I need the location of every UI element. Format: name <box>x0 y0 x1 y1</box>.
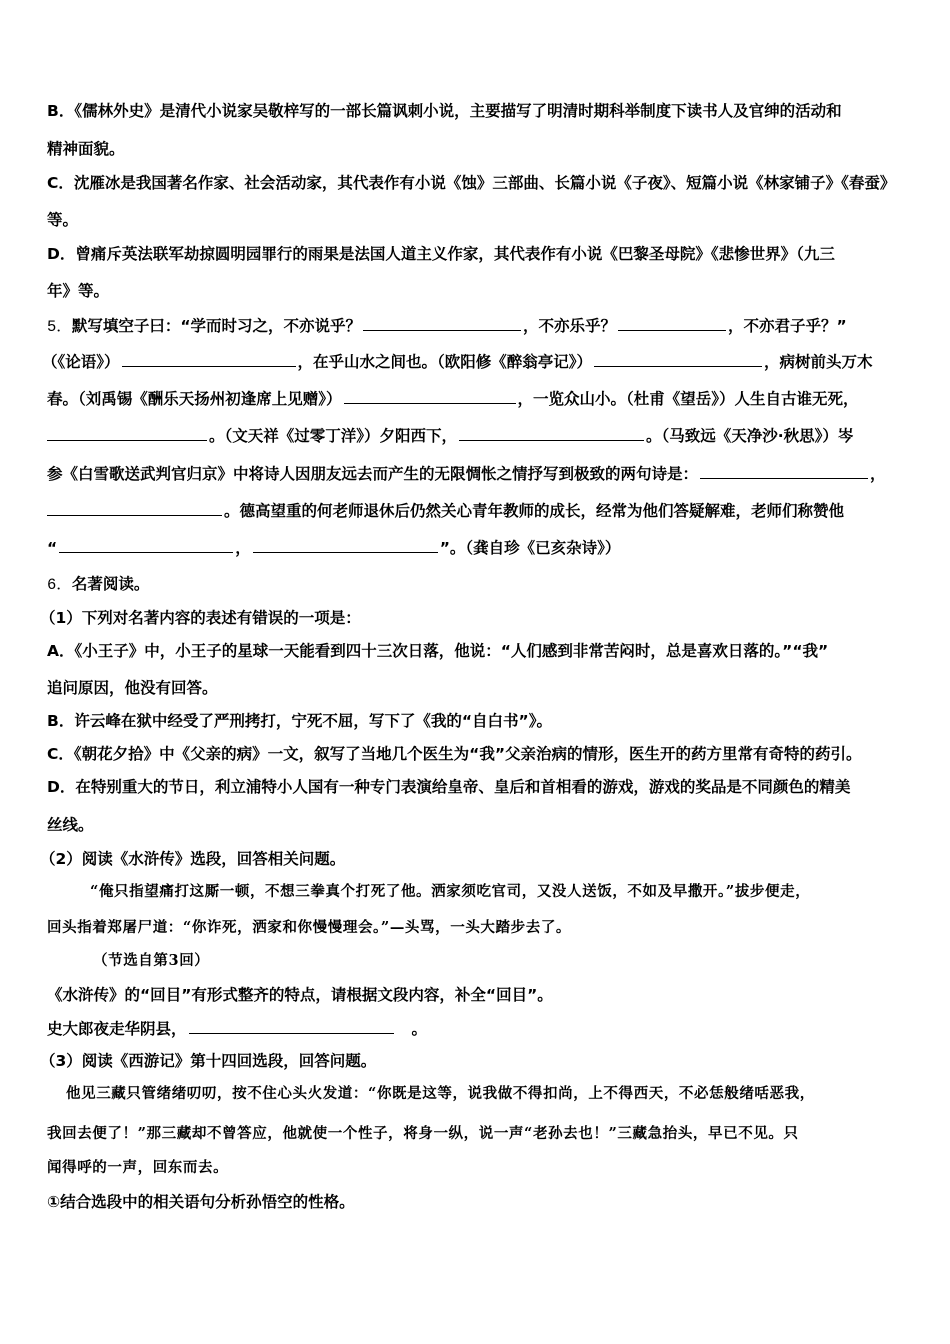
fill-blank[interactable] <box>618 315 726 331</box>
q5-text: ”。（龚自珍《已亥杂诗》） <box>439 539 621 557</box>
q5-text: ， <box>235 539 251 557</box>
q5-line-2 <box>42 351 910 372</box>
q5-text: 参《白雪歌送武判官归京》中将诗人因朋友远去而产生的无限惆怅之情抒写到极致的两句诗是： <box>47 465 699 483</box>
q5-line-7 <box>47 537 910 558</box>
q6-part1-option-a-cont: 追问原因，他没有回答。 <box>47 679 218 697</box>
q4-option-c-cont: 等。 <box>47 211 79 229</box>
question-number: 5． <box>47 318 72 336</box>
q5-text: ，在乎山水之间也。（欧阳修《醉翁亭记》） <box>297 353 593 371</box>
q5-line-5 <box>47 463 910 484</box>
q5-text: 。（文天祥《过零丁洋》）夕阳西下， <box>209 427 458 445</box>
q6-part3-excerpt-cont: 我回去便了！”那三藏却不曾答应，他就使一个性子，将身一纵，说一声“老孙去也！”三藏急抬头，早已不见。只 <box>47 1125 799 1142</box>
q6-part1-option-c: C．《朝花夕拾》中《父亲的病》一文，叙写了当地几个医生为“我”父亲治病的情形，医生开的药方里常有奇特的药引。 <box>47 745 862 763</box>
fill-blank[interactable] <box>700 463 868 479</box>
q6-part1-option-b: B．许云峰在狱中经受了严刑拷打，宁死不屈，写下了《我的“自白书”》。 <box>47 712 552 730</box>
q6-part3-excerpt: 他见三藏只管绪绪叨叨，按不住心头火发道：“你既是这等，说我做不得扣尚，上不得西天，不必恁般绪咶恶我， <box>66 1085 815 1102</box>
answer-prefix: 史大郎夜走华阴县， <box>47 1020 187 1038</box>
q5-line-6 <box>47 500 910 521</box>
q6-part2-excerpt: “俺只指望痛打这厮一顿，不想三拳真个打死了他。洒家须吃官司，又没人送饭，不如及早撒开。”拔步便走， <box>90 883 811 900</box>
answer-suffix: 。 <box>411 1020 428 1038</box>
q5-text: ，不亦君子乎？” <box>728 317 847 335</box>
q5-text: 。德高望重的何老师退休后仍然关心青年教师的成长，经常为他们答疑解难，老师们称赞他 <box>224 502 845 520</box>
q4-option-d-cont: 年》等。 <box>47 282 110 300</box>
question-number: 6． <box>47 576 72 594</box>
fill-blank[interactable] <box>363 315 521 331</box>
q6-part3-excerpt-cont2: 闻得呼的一声，回东而去。 <box>47 1159 229 1176</box>
q6-part2-question: 《水浒传》的“回目”有形式整齐的特点，请根据文段内容，补全“回目”。 <box>47 986 553 1004</box>
q4-option-d: D．曾痛斥英法联军劫掠圆明园罪行的雨果是法国人道主义作家，其代表作有小说《巴黎圣母院》《悲惨世界》（九三 <box>47 245 835 263</box>
q6-part1-option-a: A．《小王子》中，小王子的星球一天能看到四十三次日落，他说：“人们感到非常苦闷时，总是喜欢日落的。”“我” <box>47 642 829 660</box>
q5-text: ， <box>870 465 886 483</box>
q6-part1-option-d: D．在特别重大的节日，利立浦特小人国有一种专门表演给皇帝、皇后和首相看的游戏，游戏的奖品是不同颜色的精美 <box>47 778 851 796</box>
q6-part2-source: （节选自第3回） <box>93 952 210 969</box>
q6-title: 名著阅读。 <box>71 575 150 593</box>
q6-part2-prompt: （2）阅读《水浒传》选段，回答相关问题。 <box>40 850 346 868</box>
q6-part3-prompt: （3）阅读《西游记》第十四回选段，回答问题。 <box>40 1052 377 1070</box>
fill-blank[interactable] <box>59 537 233 553</box>
q5-line-1 <box>47 315 910 337</box>
q6-part1-option-d-cont: 丝线。 <box>47 816 94 834</box>
q5-text: ，病树前头万木 <box>764 353 873 371</box>
fill-blank[interactable] <box>344 388 516 404</box>
fill-blank[interactable] <box>253 537 438 553</box>
q6-part2-answer-line <box>47 1018 910 1039</box>
answer-blank[interactable] <box>189 1018 394 1034</box>
fill-blank[interactable] <box>47 425 207 441</box>
q4-option-b-cont: 精神面貌。 <box>47 140 125 158</box>
q6-part3-subquestion-1: ①结合选段中的相关语句分析孙悟空的性格。 <box>47 1193 355 1211</box>
q6-heading <box>47 574 910 595</box>
q5-line-3 <box>47 388 910 409</box>
q5-text: ，一览众山小。（杜甫《望岳》）人生自古谁无死， <box>517 390 859 408</box>
q6-part2-excerpt-cont: 回头指着郑屠尸道：“你诈死，洒家和你慢慢理会。”—头骂，一头大踏步去了。 <box>47 919 572 936</box>
q6-part1-prompt: （1）下列对名著内容的表述有错误的一项是： <box>40 609 361 627</box>
q5-text: 春。（刘禹锡《酬乐天扬州初逢席上见赠》） <box>47 390 342 408</box>
q4-option-b: B．《儒林外史》是清代小说家吴敬梓写的一部长篇讽刺小说，主要描写了明清时期科举制度下读书人及官绅的活动和 <box>47 102 842 120</box>
fill-blank[interactable] <box>122 351 296 367</box>
fill-blank[interactable] <box>47 500 222 516</box>
q5-text: （《论语》） <box>42 353 120 371</box>
q5-text: 。（马致远《天净沙·秋思》）岑 <box>646 427 854 445</box>
q5-text: ，不亦乐乎？ <box>523 317 617 335</box>
q5-line-4 <box>47 425 910 446</box>
q5-text: 默写填空子曰：“学而时习之，不亦说乎？ <box>71 317 362 335</box>
fill-blank[interactable] <box>459 425 644 441</box>
fill-blank[interactable] <box>594 351 762 367</box>
q5-text: “ <box>47 539 58 557</box>
q4-option-c: C．沈雁冰是我国著名作家、社会活动家，其代表作有小说《蚀》三部曲、长篇小说《子夜》、短篇小说《林家铺子》《春蚕》 <box>47 174 896 192</box>
